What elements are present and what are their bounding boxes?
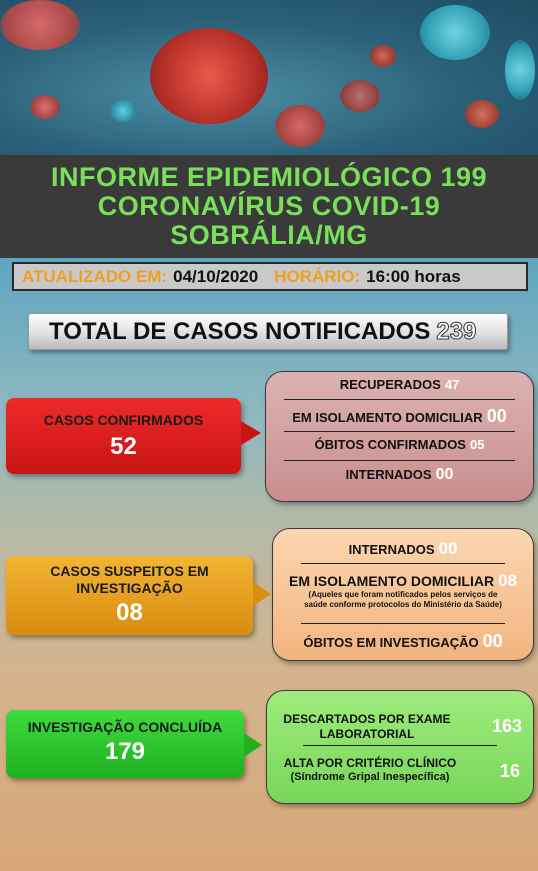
suspected-isolation-note-1: (Aqueles que foram notificados pelos serviços de: [308, 590, 498, 599]
recovered-value: 47: [444, 377, 460, 392]
report-title-line-3: SOBRÁLIA/MG: [170, 220, 368, 250]
virus-particle-icon: [340, 80, 380, 112]
suspected-isolation-label: EM ISOLAMENTO DOMICILIAR: [289, 573, 495, 589]
divider: [301, 563, 505, 564]
confirmed-hospital-label: INTERNADOS: [345, 467, 432, 482]
suspected-isolation-note-2: saúde conforme protocolos do Ministério da Saúde): [304, 600, 502, 609]
discarded-label-line-2: LABORATORIAL: [319, 727, 415, 741]
divider: [303, 745, 497, 746]
update-info-bar: [12, 262, 528, 291]
confirmed-hospital-value: 00: [435, 466, 454, 483]
clinical-discharge-value: 16: [499, 761, 521, 781]
virus-particle-icon: [370, 45, 396, 67]
divider: [284, 431, 515, 432]
confirmed-isolation-row: [266, 406, 533, 427]
virus-particle-icon: [0, 0, 80, 50]
recovered-label: RECUPERADOS: [339, 377, 441, 392]
confirmed-deaths-value: 05: [469, 437, 485, 452]
clinical-discharge-label-line-1: ALTA POR CRITÉRIO CLÍNICO: [283, 756, 457, 770]
discarded-label-line-1: DESCARTADOS POR EXAME: [283, 712, 451, 726]
suspected-isolation-row: [273, 571, 533, 591]
concluded-details-panel: [266, 690, 534, 804]
suspected-cases-value: 08: [116, 599, 143, 626]
arrow-right-icon: [253, 582, 271, 606]
confirmed-isolation-label: EM ISOLAMENTO DOMICILIAR: [292, 410, 483, 425]
concluded-investigation-box: [6, 710, 244, 778]
suspected-deaths-label: ÓBITOS EM INVESTIGAÇÃO: [303, 635, 479, 650]
confirmed-deaths-row: [266, 437, 533, 452]
clinical-discharge-label-line-2: (Síndrome Gripal Inespecífica): [290, 771, 450, 783]
report-title-line-2: CORONAVÍRUS COVID-19: [97, 191, 441, 221]
confirmed-deaths-label: ÓBITOS CONFIRMADOS: [314, 437, 466, 452]
virus-particle-icon: [465, 100, 499, 128]
suspected-deaths-value: 00: [482, 631, 503, 651]
virus-particle-icon: [150, 28, 268, 124]
recovered-row: [266, 377, 533, 392]
virus-particle-icon: [30, 95, 60, 119]
report-title-line-1: INFORME EPIDEMIOLÓGICO 199: [50, 162, 488, 192]
confirmed-details-panel: [265, 371, 534, 502]
updated-time-label: HORÁRIO:: [274, 267, 361, 286]
suspected-cases-box: [6, 556, 253, 635]
suspected-isolation-value: 08: [498, 571, 517, 590]
total-notified-value: 239: [436, 318, 477, 345]
suspected-hospital-value: 00: [438, 539, 458, 558]
confirmed-cases-value: 52: [110, 433, 137, 460]
arrow-right-icon: [244, 733, 262, 757]
virus-particle-icon: [505, 40, 535, 100]
arrow-right-icon: [241, 421, 261, 445]
suspected-hospital-row: [273, 539, 533, 559]
suspected-deaths-row: [273, 631, 533, 652]
suspected-hospital-label: INTERNADOS: [348, 542, 435, 557]
updated-date-value: 04/10/2020: [173, 267, 259, 286]
confirmed-cases-label: CASOS CONFIRMADOS: [43, 412, 204, 428]
suspected-cases-label-line-2: INVESTIGAÇÃO: [76, 580, 183, 596]
confirmed-isolation-value: 00: [486, 406, 507, 426]
confirmed-hospital-row: [266, 466, 533, 484]
concluded-investigation-value: 179: [104, 738, 146, 765]
divider: [301, 623, 505, 624]
total-notified-banner: [28, 313, 508, 350]
divider: [284, 460, 515, 461]
virus-particle-icon: [420, 5, 490, 60]
updated-time-value: 16:00 horas: [366, 267, 461, 286]
updated-date-label: ATUALIZADO EM:: [22, 267, 168, 286]
discarded-value: 163: [491, 716, 523, 736]
suspected-cases-label-line-1: CASOS SUSPEITOS EM: [50, 563, 209, 579]
coronavirus-banner-image: [0, 0, 538, 155]
virus-particle-icon: [110, 100, 136, 122]
total-notified-label: TOTAL DE CASOS NOTIFICADOS: [49, 318, 431, 345]
suspected-details-panel: [272, 528, 534, 661]
report-title: [0, 155, 538, 258]
virus-particle-icon: [275, 105, 325, 147]
concluded-investigation-label: INVESTIGAÇÃO CONCLUÍDA: [27, 719, 223, 735]
confirmed-cases-box: [6, 398, 241, 474]
divider: [284, 399, 515, 400]
